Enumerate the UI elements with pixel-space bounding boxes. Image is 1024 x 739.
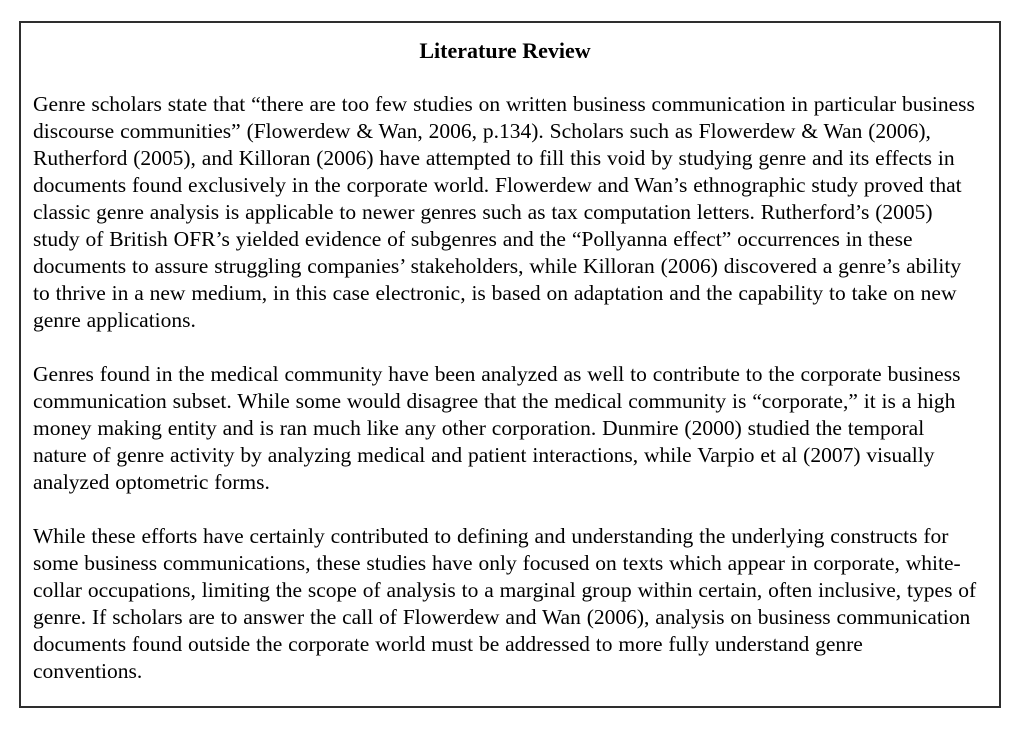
paragraph-genre-scholars: Genre scholars state that “there are too few studies on written business communication in particular business discourse communities” (Flowerdew & Wan, 2006, p.134). Scholars such as Flowerdew & Wan (2006), Rutherford (2005), and Killoran (2006) have attempted to fill this void by studying genre and its effects in documents found exclusively in the corporate world. Flowerdew and Wan’s ethnographic study proved that classic genre analysis is applicable to newer genres such as tax computation letters. Rutherford’s (2005) study of British OFR’s yielded evidence of subgenres and the “Pollyanna effect” occurrences in these documents to assure struggling companies’ stakeholders, while Killoran (2006) discovered a genre’s ability to thrive in a new medium, in this case electronic, is based on adaptation and the capability to take on new genre applications. [33, 92, 975, 332]
paragraph-medical-community: Genres found in the medical community have been analyzed as well to contribute to the corporate business communication subset. While some would disagree that the medical community is “corporate,” it is a high money making entity and is ran much like any other corporation. Dunmire (2000) studied the temporal nature of genre activity by analyzing medical and patient interactions, while Varpio et al (2007) visually analyzed optometric forms. [33, 362, 961, 494]
document-title: Literature Review [419, 38, 591, 63]
paragraph-scope-limitations: While these efforts have certainly contributed to defining and understanding the underlying constructs for some business communications, these studies have only focused on texts which appear in corporate, white-collar occupations, limiting the scope of analysis to a marginal group within certain, often inclusive, types of genre. If scholars are to answer the call of Flowerdew and Wan (2006), analysis on business communication documents found outside the corporate world must be addressed to more fully understand genre conventions. [33, 524, 977, 683]
document-page [19, 21, 1001, 708]
